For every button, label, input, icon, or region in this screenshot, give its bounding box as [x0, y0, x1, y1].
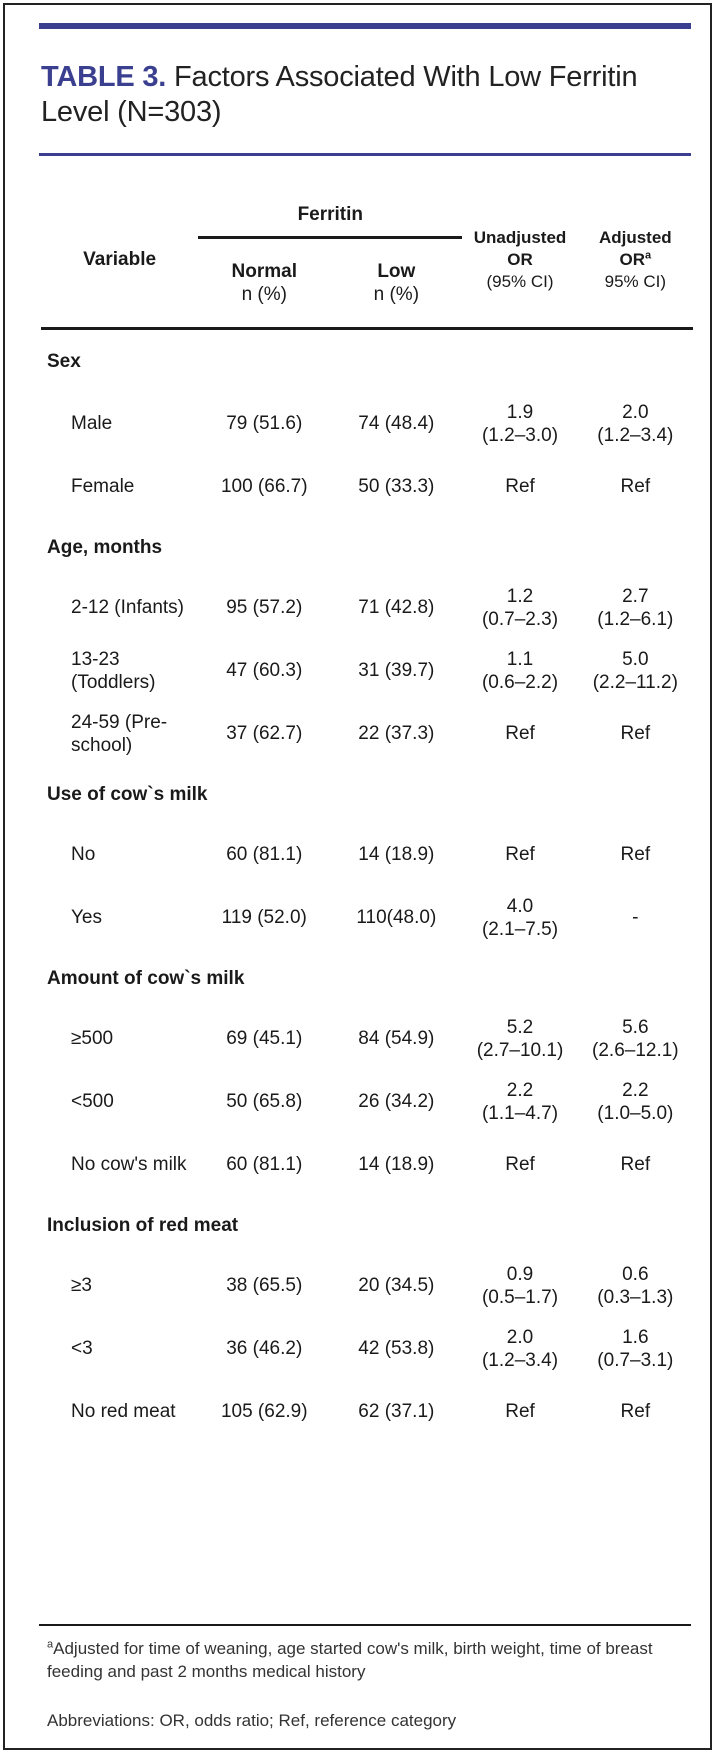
table-row [41, 576, 693, 639]
header-adjusted-sup: a [645, 248, 652, 261]
table-row [41, 823, 693, 886]
unadjusted-or-cell [462, 823, 577, 886]
low-cell: 14 (18.9) [358, 844, 435, 865]
header-adjusted [578, 192, 693, 329]
data-table [41, 192, 693, 1443]
adjusted-or-cell [578, 576, 693, 639]
normal-cell: 79 (51.6) [226, 413, 303, 434]
adjusted-or-value: 5.6 [622, 1016, 649, 1038]
unadjusted-or-cell [462, 1317, 577, 1380]
header-low [330, 238, 462, 329]
group-row [41, 1196, 693, 1254]
variable-cell: <3 [71, 1338, 93, 1359]
adjusted-or-value: Ref [620, 1401, 651, 1422]
header-variable: Variable [83, 249, 157, 270]
unadjusted-or-value: 4.0 [506, 895, 534, 917]
variable-cell: Male [71, 413, 113, 434]
unadjusted-or-cell [462, 1254, 577, 1317]
unadjusted-or-cell [462, 1007, 577, 1070]
adjusted-or-cell [578, 1133, 693, 1196]
unadjusted-or-value: Ref [505, 1401, 535, 1422]
unadjusted-or-cell [462, 639, 577, 702]
unadjusted-or-cell [462, 576, 577, 639]
header-unadjusted [462, 192, 577, 329]
header-unadjusted-or: OR [507, 249, 533, 269]
normal-cell: 100 (66.7) [220, 476, 308, 497]
adjusted-or-cell [578, 1007, 693, 1070]
adjusted-or-cell [578, 702, 693, 765]
adjusted-ci-value: (0.7–3.1) [597, 1349, 674, 1371]
low-cell: 84 (54.9) [358, 1028, 435, 1049]
adjusted-ci-value: (1.2–3.4) [597, 424, 674, 446]
header-unadjusted-label: Unadjusted [473, 227, 567, 247]
adjusted-or-cell [578, 455, 693, 518]
table-row [41, 392, 693, 455]
low-cell: 50 (33.3) [358, 476, 435, 497]
unadjusted-ci-value: (2.1–7.5) [481, 918, 559, 940]
table-label: TABLE 3. [41, 61, 167, 93]
variable-cell: No red meat [71, 1401, 176, 1422]
normal-cell: 37 (62.7) [226, 723, 303, 744]
unadjusted-or-value: 5.2 [506, 1016, 534, 1038]
unadjusted-or-cell [462, 455, 577, 518]
low-cell: 26 (34.2) [358, 1091, 435, 1112]
table-row [41, 639, 693, 702]
table-row [41, 1133, 693, 1196]
header-adjusted-ci: 95% CI) [604, 271, 667, 291]
adjusted-ci-value: (1.0–5.0) [597, 1102, 674, 1124]
unadjusted-ci-value: (0.6–2.2) [481, 671, 559, 693]
unadjusted-ci-value: (1.1–4.7) [481, 1102, 559, 1124]
variable-cell: 24-59 (Pre-school) [71, 711, 168, 756]
adjusted-ci-value: (2.6–12.1) [592, 1039, 679, 1061]
variable-cell: No [71, 844, 96, 865]
unadjusted-or-cell [462, 1380, 577, 1443]
unadjusted-or-value: 2.2 [506, 1079, 534, 1101]
table-frame [3, 3, 712, 1750]
adjusted-or-value: 1.6 [622, 1326, 649, 1348]
unadjusted-or-value: Ref [505, 844, 535, 865]
normal-cell: 105 (62.9) [220, 1401, 308, 1422]
adjusted-or-cell [578, 392, 693, 455]
table-row [41, 1007, 693, 1070]
header-normal-label: Normal [231, 261, 297, 282]
header-ferritin: Ferritin [198, 192, 462, 238]
variable-cell: Female [71, 476, 135, 497]
title-rule [39, 153, 691, 156]
variable-cell: No cow's milk [71, 1154, 187, 1175]
group-label: Age, months [47, 536, 163, 558]
header-adjusted-or: OR [619, 249, 646, 269]
variable-cell: ≥3 [71, 1275, 92, 1296]
normal-cell: 38 (65.5) [226, 1275, 303, 1296]
top-accent-bar [39, 23, 691, 29]
footnote-marker: a [47, 1638, 54, 1651]
adjusted-or-value: - [632, 907, 639, 928]
variable-cell: Yes [71, 907, 102, 928]
table-row [41, 455, 693, 518]
unadjusted-or-value: 1.2 [506, 585, 534, 607]
footnote-text: Adjusted for time of weaning, age started cow's milk, birth weight, time of breast feeding and past 2 months medical history [47, 1639, 653, 1681]
adjusted-or-value: Ref [620, 1154, 651, 1175]
group-label: Use of cow`s milk [47, 783, 208, 805]
footer-rule [39, 1624, 691, 1626]
normal-cell: 47 (60.3) [226, 660, 303, 681]
unadjusted-or-value: Ref [505, 476, 535, 497]
adjusted-ci-value: (1.2–6.1) [597, 608, 674, 630]
adjusted-or-value: 5.0 [622, 648, 649, 670]
table-row [41, 1254, 693, 1317]
low-cell: 71 (42.8) [358, 597, 435, 618]
adjusted-or-cell [578, 1380, 693, 1443]
adjusted-or-cell [578, 639, 693, 702]
header-normal [198, 238, 330, 329]
variable-cell: ≥500 [71, 1028, 114, 1049]
adjusted-or-cell [578, 1317, 693, 1380]
normal-cell: 60 (81.1) [226, 844, 303, 865]
unadjusted-ci-value: (2.7–10.1) [476, 1039, 564, 1061]
table-title-text: Factors Associated With Low Ferritin Level (N=303) [41, 61, 638, 128]
abbreviations: Abbreviations: OR, odds ratio; Ref, reference category [47, 1711, 457, 1730]
unadjusted-or-cell [462, 1133, 577, 1196]
table-row [41, 1380, 693, 1443]
normal-cell: 50 (65.8) [226, 1091, 303, 1112]
unadjusted-ci-value: (0.7–2.3) [481, 608, 559, 630]
table-body [41, 329, 693, 1444]
variable-cell: <500 [71, 1091, 114, 1112]
unadjusted-or-cell [462, 1070, 577, 1133]
low-cell: 74 (48.4) [358, 413, 435, 434]
header-low-unit: n (%) [373, 284, 420, 305]
low-cell: 62 (37.1) [358, 1401, 435, 1422]
adjusted-or-value: 0.6 [622, 1263, 649, 1285]
header-adjusted-label: Adjusted [598, 227, 672, 247]
footnote [47, 1637, 687, 1683]
low-cell: 20 (34.5) [358, 1275, 435, 1296]
table-title [41, 60, 691, 130]
unadjusted-or-value: 0.9 [506, 1263, 534, 1285]
unadjusted-or-value: Ref [505, 1154, 535, 1175]
normal-cell: 36 (46.2) [226, 1338, 303, 1359]
adjusted-or-value: 2.7 [622, 585, 649, 607]
group-label: Amount of cow`s milk [47, 967, 245, 989]
group-label: Sex [47, 350, 81, 372]
group-row [41, 518, 693, 576]
header-normal-unit: n (%) [241, 284, 287, 305]
group-label: Inclusion of red meat [47, 1214, 239, 1236]
table-row [41, 886, 693, 949]
adjusted-ci-value: (0.3–1.3) [597, 1286, 674, 1308]
adjusted-or-cell [578, 823, 693, 886]
low-cell: 42 (53.8) [358, 1338, 435, 1359]
unadjusted-or-value: 1.9 [506, 401, 534, 423]
adjusted-or-value: Ref [620, 723, 651, 744]
adjusted-or-value: Ref [620, 844, 651, 865]
low-cell: 31 (39.7) [358, 660, 435, 681]
normal-cell: 60 (81.1) [226, 1154, 303, 1175]
adjusted-or-value: 2.0 [622, 401, 649, 423]
table-row [41, 1070, 693, 1133]
unadjusted-or-cell [462, 702, 577, 765]
table-row [41, 1317, 693, 1380]
unadjusted-or-cell [462, 886, 577, 949]
normal-cell: 119 (52.0) [221, 907, 307, 928]
unadjusted-or-value: Ref [505, 723, 535, 744]
unadjusted-ci-value: (1.2–3.0) [481, 424, 559, 446]
normal-cell: 69 (45.1) [226, 1028, 303, 1049]
adjusted-or-cell [578, 1070, 693, 1133]
variable-cell: 2-12 (Infants) [71, 597, 184, 618]
adjusted-or-value: 2.2 [622, 1079, 649, 1101]
adjusted-or-cell [578, 886, 693, 949]
group-row [41, 765, 693, 823]
header-low-label: Low [377, 261, 416, 282]
table-row [41, 702, 693, 765]
normal-cell: 95 (57.2) [226, 597, 303, 618]
adjusted-ci-value: (2.2–11.2) [592, 671, 678, 693]
low-cell: 22 (37.3) [358, 723, 435, 744]
variable-cell: 13-23 (Toddlers) [71, 648, 156, 693]
unadjusted-or-value: 2.0 [506, 1326, 534, 1348]
unadjusted-or-value: 1.1 [506, 648, 534, 670]
unadjusted-ci-value: (1.2–3.4) [481, 1349, 559, 1371]
low-cell: 110(48.0) [356, 907, 437, 928]
unadjusted-ci-value: (0.5–1.7) [481, 1286, 559, 1308]
unadjusted-or-cell [462, 392, 577, 455]
adjusted-or-value: Ref [620, 476, 651, 497]
adjusted-or-cell [578, 1254, 693, 1317]
group-row [41, 949, 693, 1007]
group-row [41, 330, 693, 392]
header-unadjusted-ci: (95% CI) [486, 271, 554, 291]
low-cell: 14 (18.9) [358, 1154, 435, 1175]
